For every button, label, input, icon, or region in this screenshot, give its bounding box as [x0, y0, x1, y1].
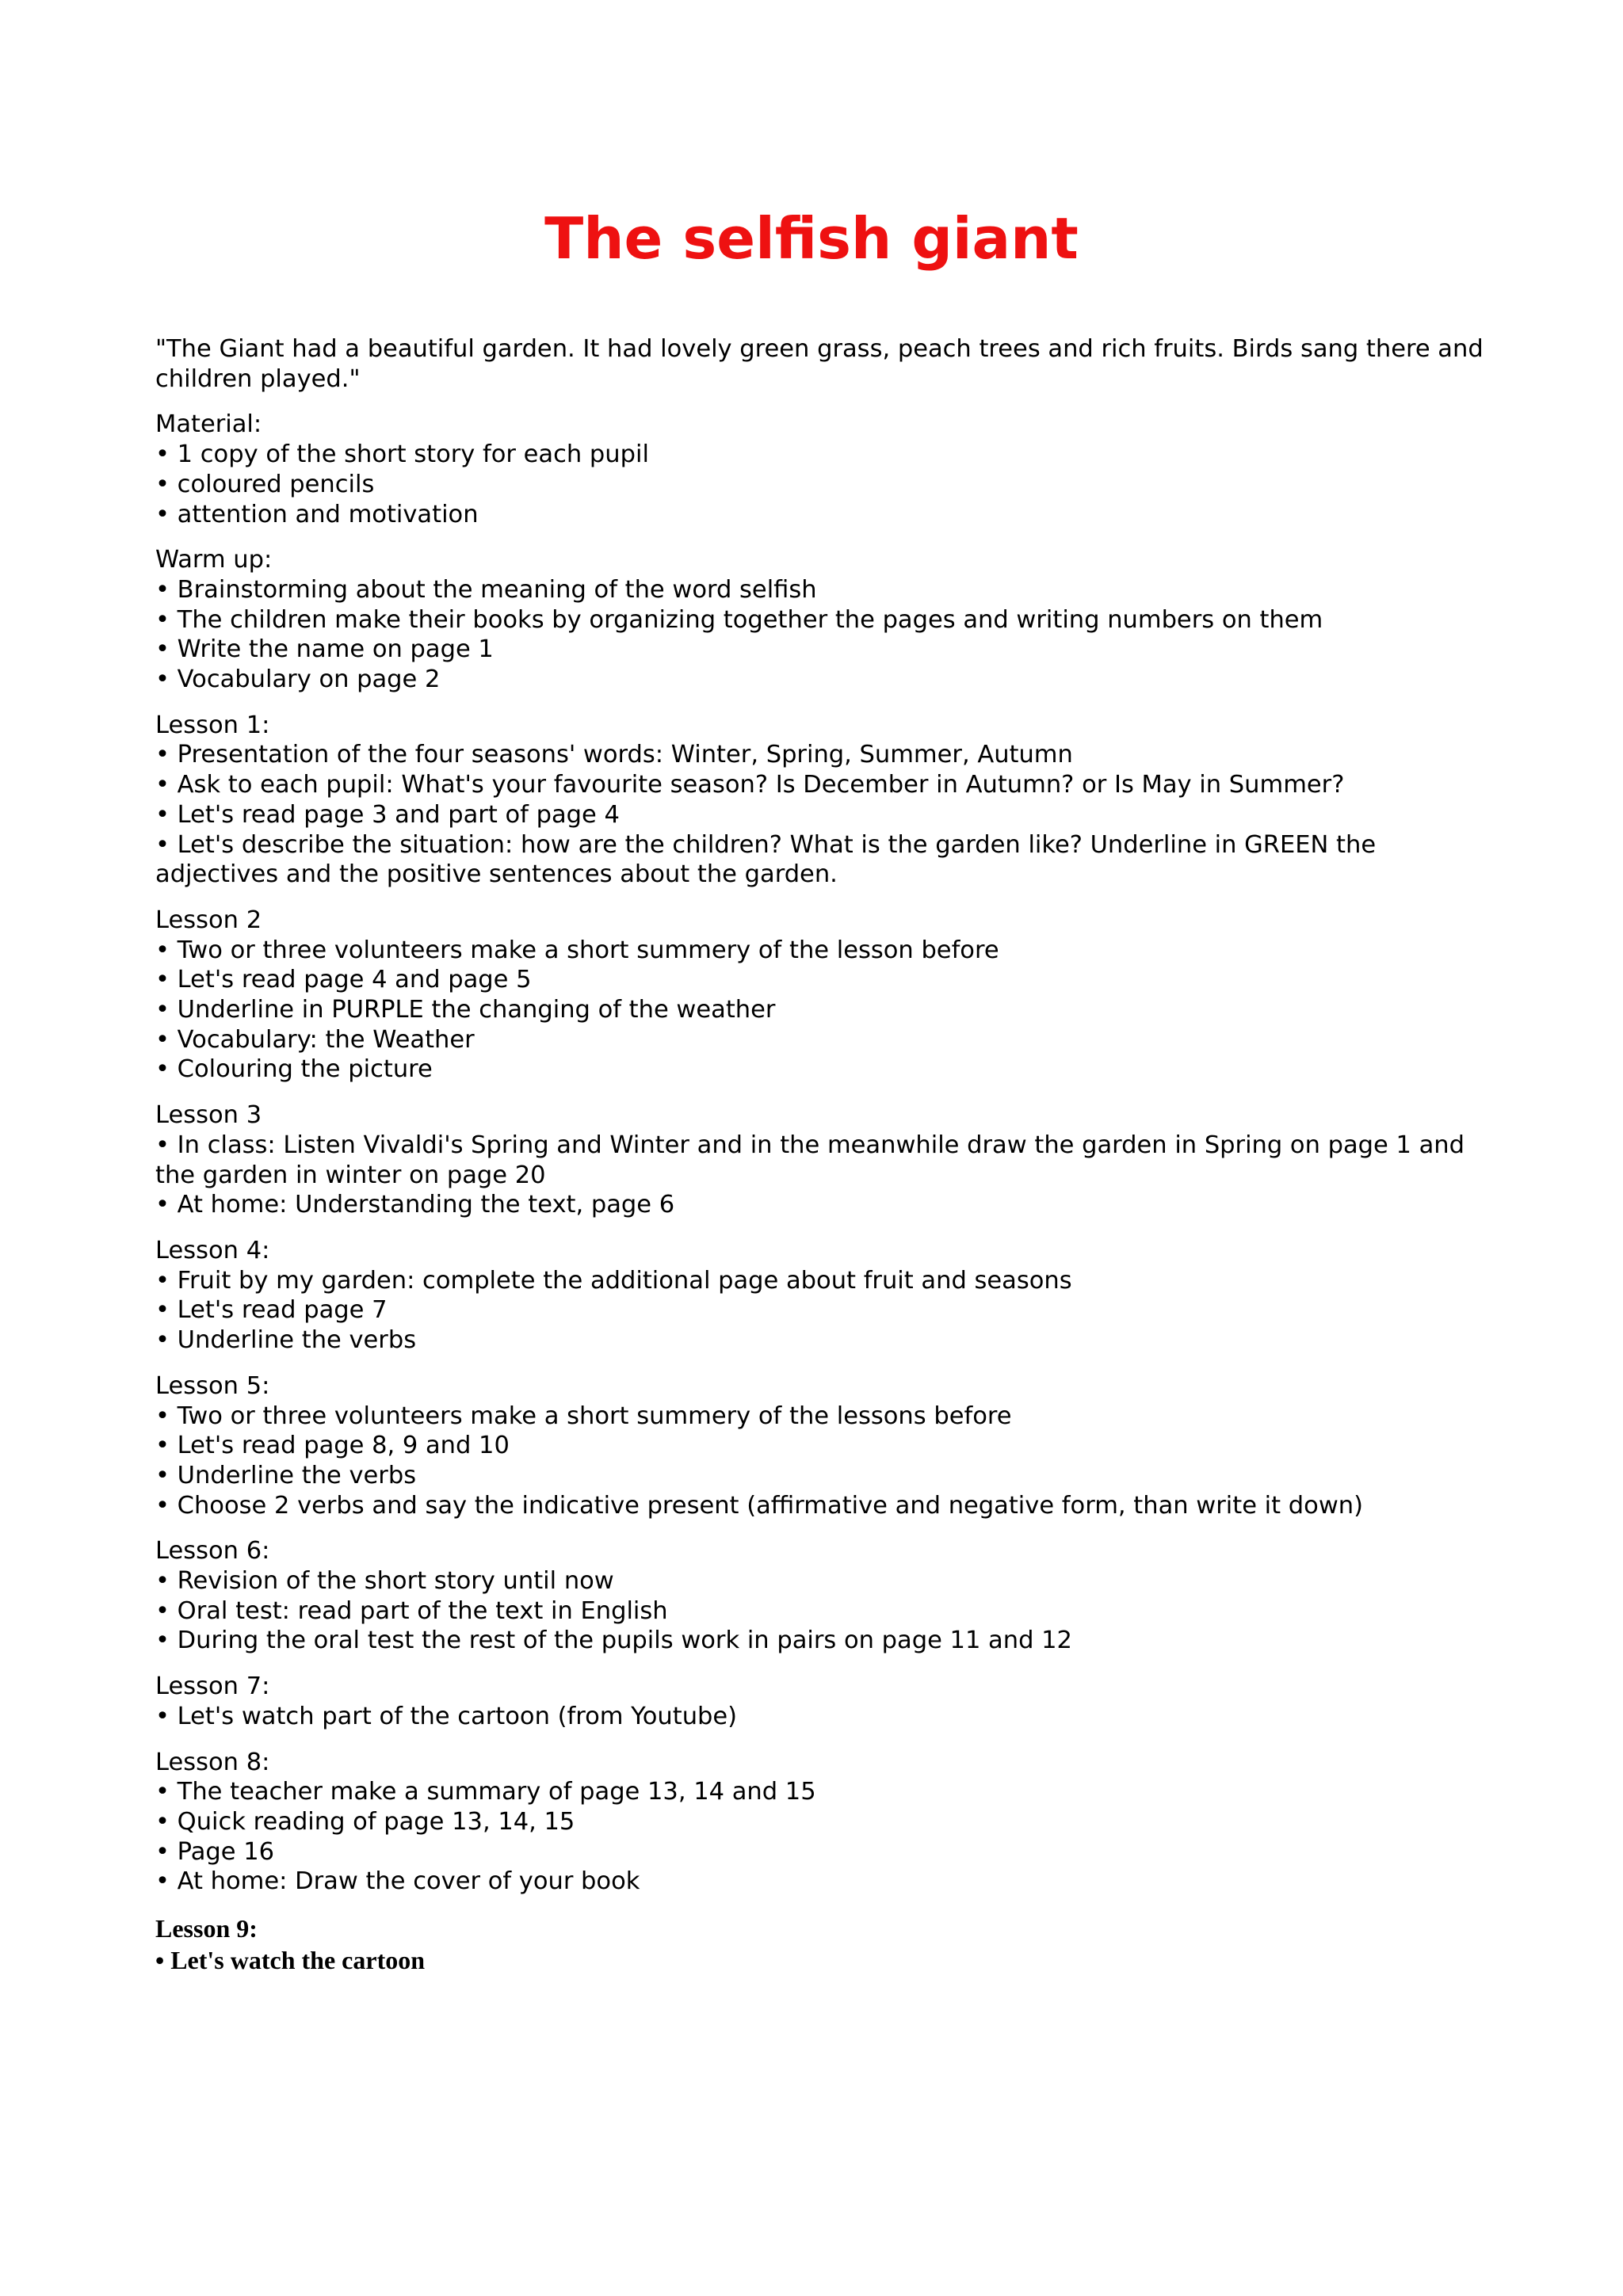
list-item: • The children make their books by organizing together the pages and writing numbers on them: [155, 605, 1323, 634]
list-item: • Ask to each pupil: What's your favourite season? Is December in Autumn? or Is May in Summer?: [155, 771, 1345, 799]
list-item: • Presentation of the four seasons' words: Winter, Spring, Summer, Autumn: [155, 741, 1073, 769]
section-warm-up: [155, 545, 1487, 695]
list-item: • Write the name on page 1: [155, 635, 494, 664]
section-heading: Warm up:: [155, 546, 273, 574]
list-item: • Vocabulary: the Weather: [155, 1025, 475, 1054]
list-item: • At home: Understanding the text, page 6: [155, 1191, 675, 1219]
list-item: • Quick reading of page 13, 14, 15: [155, 1807, 575, 1836]
section-lesson-3: [155, 1100, 1487, 1220]
document-body: [155, 334, 1487, 1992]
section-material: [155, 410, 1487, 529]
list-item: • Let's read page 3 and part of page 4: [155, 800, 620, 829]
list-item: • Page 16: [155, 1837, 275, 1866]
section-lesson-7: [155, 1672, 1487, 1731]
section-heading: Lesson 2: [155, 906, 262, 934]
section-lesson-2: [155, 906, 1487, 1085]
list-item: • Brainstorming about the meaning of the word selfish: [155, 575, 817, 604]
list-item: • Choose 2 verbs and say the indicative present (affirmative and negative form, than write it down): [155, 1491, 1364, 1520]
list-item: • 1 copy of the short story for each pupil: [155, 441, 649, 469]
list-item: • The teacher make a summary of page 13, 14 and 15: [155, 1778, 816, 1806]
section-heading: Lesson 4:: [155, 1236, 270, 1264]
section-lesson-8: [155, 1748, 1487, 1897]
list-item: • Vocabulary on page 2: [155, 666, 441, 694]
section-heading: Lesson 3: [155, 1101, 262, 1130]
list-item: • Underline the verbs: [155, 1461, 417, 1489]
list-item: • Let's read page 4 and page 5: [155, 966, 532, 994]
list-item: • Two or three volunteers make a short summery of the lesson before: [155, 936, 999, 964]
section-heading: Lesson 7:: [155, 1672, 270, 1701]
opening-quote: "The Giant had a beautiful garden. It had lovely green grass, peach trees and rich fruits. Birds sang there and children played.": [155, 335, 1484, 393]
list-item: • Revision of the short story until now: [155, 1567, 614, 1596]
section-lesson-1: [155, 711, 1487, 890]
list-item: • coloured pencils: [155, 470, 375, 498]
list-item: • attention and motivation: [155, 500, 479, 528]
list-item: • Two or three volunteers make a short summery of the lessons before: [155, 1402, 1012, 1430]
list-item: • Colouring the picture: [155, 1055, 433, 1084]
list-item: • In class: Listen Vivaldi's Spring and Winter and in the meanwhile draw the garden in Spring on page 1 and the garden in winter on page 20: [155, 1131, 1465, 1189]
list-item: • At home: Draw the cover of your book: [155, 1867, 640, 1896]
list-item: • Underline the verbs: [155, 1326, 417, 1355]
list-item: • Let's read page 8, 9 and 10: [155, 1432, 510, 1460]
section-lesson-6: [155, 1536, 1487, 1656]
page-title: The selfish giant: [544, 205, 1079, 272]
section-heading: Lesson 9:: [155, 1914, 258, 1943]
list-item: • Oral test: read part of the text in English: [155, 1596, 668, 1625]
section-lesson-4: [155, 1236, 1487, 1356]
list-item: • Fruit by my garden: complete the additional page about fruit and seasons: [155, 1266, 1072, 1295]
section-lesson-9: [155, 1913, 1487, 1976]
section-heading: Lesson 5:: [155, 1371, 270, 1400]
list-item: • During the oral test the rest of the pupils work in pairs on page 11 and 12: [155, 1627, 1072, 1655]
list-item: • Let's describe the situation: how are the children? What is the garden like? Underline in GREEN the adjectives and the positive sentences about the garden.: [155, 830, 1377, 889]
list-item: • Let's watch part of the cartoon (from Youtube): [155, 1702, 738, 1730]
list-item: • Underline in PURPLE the changing of the weather: [155, 996, 776, 1024]
list-item: • Let's watch the cartoon: [155, 1946, 426, 1975]
section-heading: Lesson 1:: [155, 711, 270, 739]
section-lesson-5: [155, 1371, 1487, 1521]
section-heading: Material:: [155, 410, 262, 439]
list-item: • Let's read page 7: [155, 1296, 388, 1325]
section-heading: Lesson 6:: [155, 1537, 270, 1566]
section-heading: Lesson 8:: [155, 1748, 270, 1776]
